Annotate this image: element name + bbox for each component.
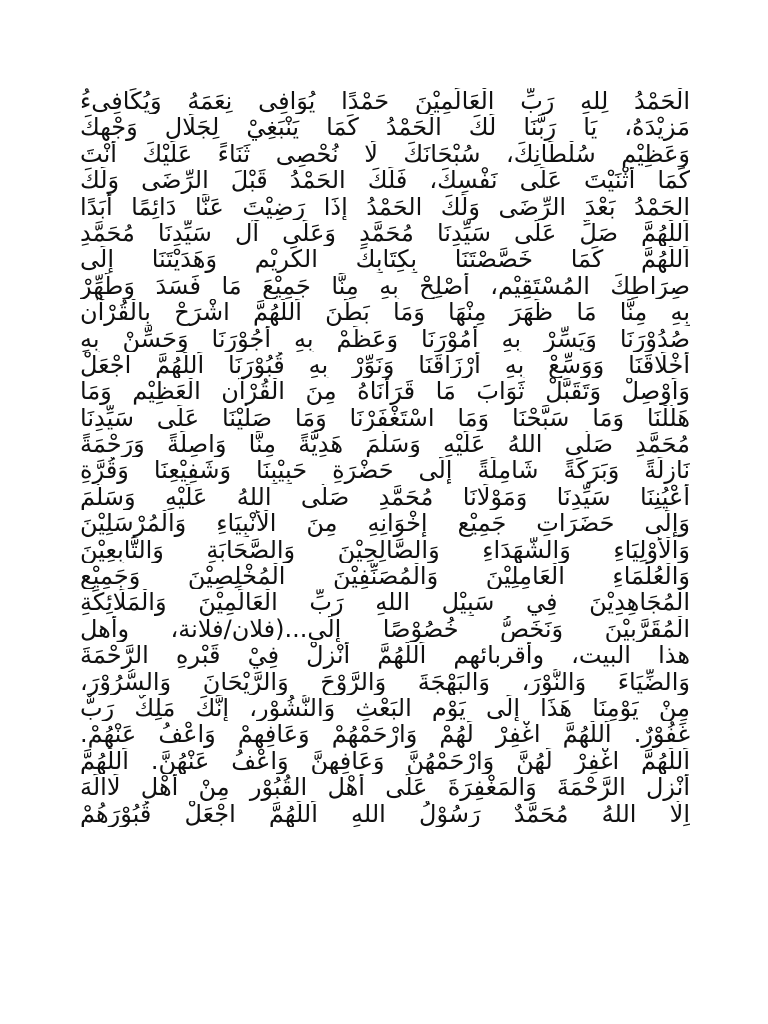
text-line-9: بِهِ مِنَّا مَا ظَهَرَ مِنْهَا وَمَا بَطَنَ اَللّٰهُمَّ اشْرَحْ بِالْقُرْآنِ [80,299,690,326]
text-line-12: وَاَوْصِلْ وَتَقَبَّلْ ثَوَابَ مَا قَرَأْنَاهُ مِنَ الْقُرْآنِ الْعَظِيْمِ وَمَا [80,378,690,405]
text-line-7: اَللّٰهُمَّ كَمَا خَصَّصْتَنَا بِكِتَابِكَ الكَرِيْمِ وَهَدَيْتَنَا إِلَى [80,246,690,273]
text-line-17: وَإِلَى حَضَرَاتِ جَمِيْعِ إِخْوَانِهِ مِنَ الْأَنْبِيَاءِ وَالْمُرْسَلِيْنَ [80,510,690,537]
text-line-11: أَخْلَاقَنَا وَوَسِّعْ بِهِ أَرْزَاقَنَا وَنَوِّرْ بِهِ قُبُوْرَنَا اَللّٰهُمَّ اجْعَلْ [80,351,690,379]
text-line-26: اَللّٰهُمَّ اغْفِرْ لَهُنَّ وَارْحَمْهُنَّ وَعَافِهِنَّ وَاعْفُ عَنْهُنَّ. اَللّٰهُمَّ [80,747,690,775]
text-line-14: مُحَمَّدٍ صَلَّى اللهُ عَلَيْهِ وَسَلَّمَ هَدِيَّةً مِنَّا وَاصِلَةً وَرَحْمَةً [80,431,690,458]
prayer-text-body [80,88,690,827]
text-line-10: صُدُوْرَنَا وَيَسِّرْ بِهِ أُمُوْرَنَا وَعَظِّمْ بِهِ أُجُوْرَنَا وَحَسِّنْ بِهِ [80,325,690,352]
text-line-21: الْمُقَرَّبِيْنَ وَنَخَصُّ خُصُوْصًا إِلَى...(فلان/فلانة، وأهل [80,615,690,643]
text-line-24: مِنْ يَوْمِنَا هَذَا إِلَى يَوْمِ البَعْثِ وَالنُّشُوْرِ، إِنَّكَ مَلِكٌ رَبٌّ [80,694,690,722]
text-line-27: أَنْزِلِ الرَّحْمَةَ وَالمَغْفِرَةَ عَلَى أَهْلِ القُبُوْرِ مِنْ أَهْلِ لَاالَهَ [80,774,690,801]
text-line-19: وَالْعُلَمَاءِ الْعَامِلِيْنَ وَالْمُصَنِّفِيْنَ الْمُخْلِصِيْنَ وَجَمِيْعِ [80,563,690,590]
text-line-15: نَازِلَةً وَبَرَكَةً شَامِلَةً إِلَى حَضْرَةِ حَبِيْبِنَا وَشَفِيْعِنَا وَقُرَّةِ [80,457,690,484]
text-line-5: الحَمْدُ بَعْدَ الرِّضَى وَلَكَ الحَمْدُ إِذَا رَضِيْتَ عَنَّا دَائِمًا أَبَدًا [80,193,690,220]
text-line-16: أَعْيُنِنَا سَيِّدِنَا وَمَوْلَانَا مُحَمَّدٍ صَلَّى اللهُ عَلَيْهِ وَسَلَّمَ [80,483,690,511]
text-line-23: وَالضِّيَاءَ وَالنُّوْرَ، وَالبَهْجَةَ وَالرَّوْحَ وَالرَّيْحَانَ وَالسُّرُوْرَ، [80,668,690,695]
text-line-3: وَعَظِيْمِ سُلْطَانِكَ، سُبْحَانَكَ لَا نُحْصِى ثَنَاءً عَلَيْكَ أَنْتَ [80,140,690,168]
text-line-25: غَفُوْرٌ. اَللّٰهُمَّ اغْفِرْ لَهُمْ وَارْحَمْهُمْ وَعَافِهِمْ وَاعْفُ عَنْهُمْ. [80,721,690,748]
text-line-1: الْحَمْدُ لِلهِ رَبِّ الْعَالَمِيْنَ حَمْدًا يُوَافِى نِعَمَهُ وَيُكَافِىءُ [80,88,690,115]
text-line-18: وَالْأَوْلِيَاءِ وَالشُّهَدَاءِ وَالصَّالِحِيْنَ وَالصَّحَابَةِ وَالتَّابِعِيْنَ [80,536,690,564]
text-line-28: اِلَّا اللهُ مُحَمَّدٌ رَسُوْلُ اللهِ اَللّٰهُمَّ اجْعَلْ قُبُوْرَهُمْ [80,800,690,827]
text-line-20: الْمُجَاهِدِيْنَ فِي سَبِيْلِ اللهِ رَبِّ الْعَالَمِيْنَ وَالْمَلَائِكَةِ [80,589,690,616]
text-line-6: اَللّٰهُمَّ صَلِّ عَلَى سَيِّدِنَا مُحَمَّدٍ وَعَلَى آلِ سَيِّدِنَا مُحَمَّدٍ [80,219,690,247]
text-line-8: صِرَاطِكَ المُسْتَقِيْمِ، أَصْلِحْ بِهِ مِنَّا جَمِيْعَ مَا فَسَدَ وَطَهِّرْ [80,272,690,300]
text-line-13: هَلَّلْنَا وَمَا سَبَّحْنَا وَمَا اسْتَغْفَرْنَا وَمَا صَلَّيْنَا عَلَى سَيِّدِنَا [80,404,690,432]
text-line-22: هذا البيت، وأقربائهم اَللّٰهُمَّ أَنْزِلْ فِيْ قَبْرِهِ الرَّحْمَةَ [80,642,690,669]
text-line-4: كَمَا أَثْنَيْتَ عَلَى نَفْسِكَ، فَلَكَ الحَمْدُ قَبْلَ الرِّضَى وَلَكَ [80,167,690,194]
text-line-2: مَزِيْدَهُ، يَا رَبَّنَا لَكَ الْحَمْدُ كَمَا يَنْبَغِيْ لِجَلَالِ وَجْهِكَ [80,114,690,141]
